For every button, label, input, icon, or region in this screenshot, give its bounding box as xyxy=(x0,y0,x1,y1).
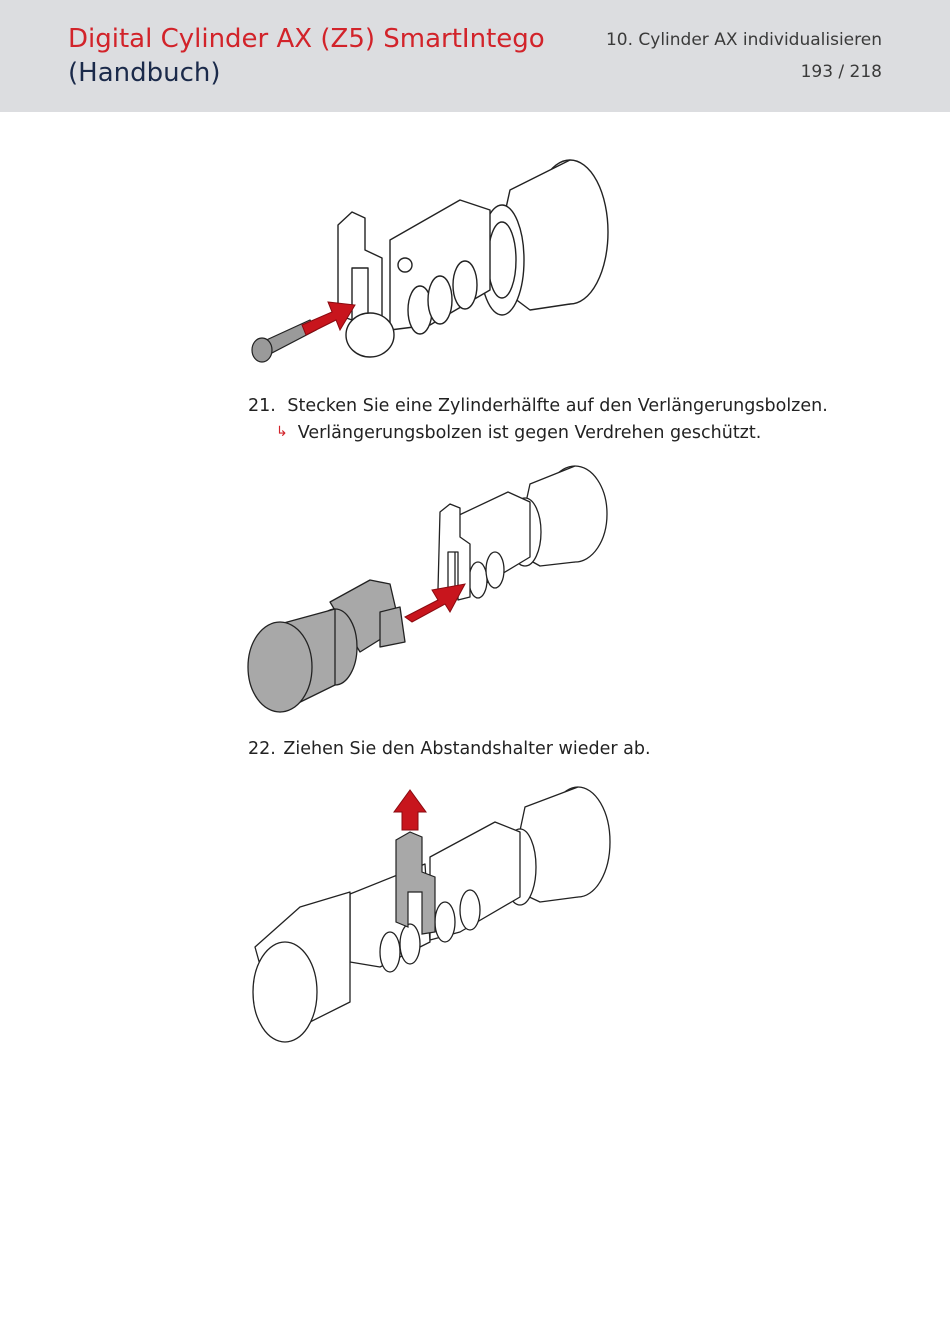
step-22-instruction xyxy=(248,737,651,761)
chapter-title: 10. Cylinder AX individualisieren xyxy=(605,30,882,50)
document-title: Digital Cylinder AX (Z5) SmartIntego xyxy=(68,24,545,54)
step-21-number: 21. xyxy=(248,396,276,416)
step-21-result xyxy=(276,421,761,446)
page-number: 193 / 218 xyxy=(800,62,882,82)
step-21-result-text: Verlängerungsbolzen ist gegen Verdrehen geschützt. xyxy=(297,423,762,443)
step-22-text: Ziehen Sie den Abstandshalter wieder ab. xyxy=(283,739,651,759)
document-subtitle: (Handbuch) xyxy=(68,58,221,88)
cylinder-half-assembly-illustration xyxy=(240,462,620,722)
cylinder-bolt-insertion-illustration xyxy=(240,150,620,380)
result-arrow-icon: ↳ xyxy=(276,424,288,440)
step-21-instruction xyxy=(248,394,828,418)
step-22-number: 22. xyxy=(248,739,276,759)
step-21-text: Stecken Sie eine Zylinderhälfte auf den Verlängerungsbolzen. xyxy=(287,396,828,416)
spacer-removal-illustration xyxy=(240,782,620,1052)
page-header xyxy=(0,0,950,112)
